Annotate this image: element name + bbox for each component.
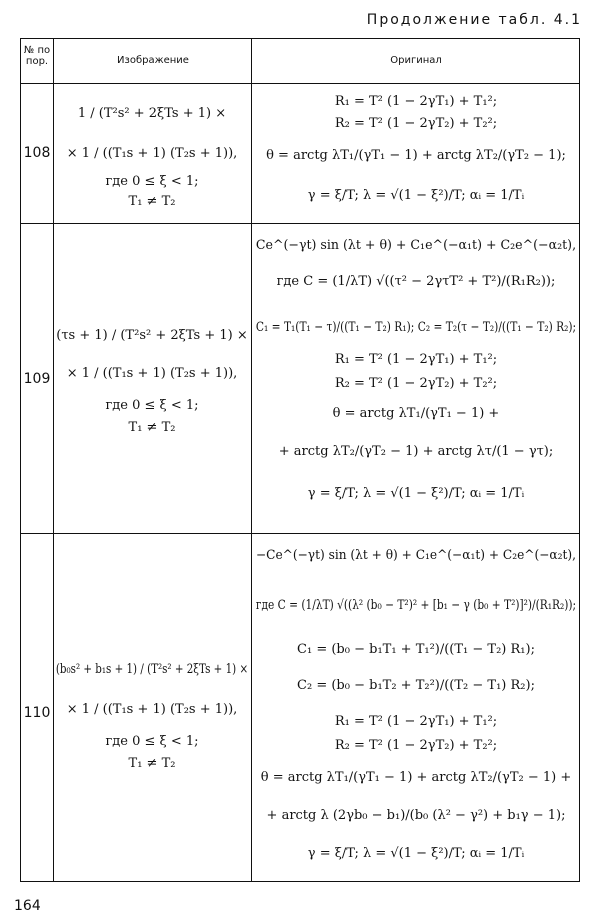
row-divider <box>21 223 579 224</box>
header-number: № по пор. <box>23 45 51 67</box>
original-line: −Ce^(−γt) sin (λt + θ) + C₁e^(−α₁t) + C₂e^(−α₂t), <box>255 548 577 563</box>
original-line: Ce^(−γt) sin (λt + θ) + C₁e^(−α₁t) + C₂e^(−α₂t), <box>255 238 577 253</box>
column-divider <box>53 39 54 881</box>
row-number: 110 <box>23 705 51 721</box>
formula-table <box>20 38 580 882</box>
original-line: R₁ = T² (1 − 2γT₁) + T₁²; <box>334 714 498 729</box>
table-caption: Продолжение табл. 4.1 <box>366 12 582 28</box>
original-line: где C = (1/λT) √((τ² − 2γτT² + T²)/(R₁R₂)); <box>276 274 556 289</box>
original-line: γ = ξ/T; λ = √(1 − ξ²)/T; αᵢ = 1/Tᵢ <box>307 846 525 861</box>
original-line: R₂ = T² (1 − 2γT₂) + T₂²; <box>334 376 498 391</box>
image-line: × 1 / ((T₁s + 1) (T₂s + 1)), <box>66 146 238 161</box>
image-line: где 0 ≤ ξ < 1; <box>105 734 199 749</box>
row-number: 109 <box>23 371 51 387</box>
header-divider <box>21 83 579 84</box>
original-line: R₁ = T² (1 − 2γT₁) + T₁²; <box>334 352 498 367</box>
column-divider <box>251 39 252 881</box>
row-divider <box>21 533 579 534</box>
original-line: + arctg λ (2γb₀ − b₁)/(b₀ (λ² − γ²) + b₁γ − 1); <box>266 808 566 823</box>
original-line: R₂ = T² (1 − 2γT₂) + T₂²; <box>334 116 498 131</box>
original-line: θ = arctg λT₁/(γT₁ − 1) + arctg λT₂/(γT₂ − 1); <box>266 148 566 163</box>
original-line: где C = (1/λT) √((λ² (b₀ − T²)² + [b₁ − γ (b₀ + T²)]²)/(R₁R₂)); <box>255 598 577 613</box>
image-line: T₁ ≠ T₂ <box>128 756 176 771</box>
original-line: C₁ = (b₀ − b₁T₁ + T₁²)/((T₁ − T₂) R₁); <box>297 642 535 657</box>
original-line: + arctg λT₂/(γT₂ − 1) + arctg λτ/(1 − γτ); <box>278 444 554 459</box>
original-line: γ = ξ/T; λ = √(1 − ξ²)/T; αᵢ = 1/Tᵢ <box>307 188 525 203</box>
image-line: × 1 / ((T₁s + 1) (T₂s + 1)), <box>66 366 238 381</box>
original-line: C₂ = (b₀ − b₁T₂ + T₂²)/((T₂ − T₁) R₂); <box>297 678 535 693</box>
image-line: где 0 ≤ ξ < 1; <box>105 398 199 413</box>
image-line: (b₀s² + b₁s + 1) / (T²s² + 2ξTs + 1) × <box>55 662 249 677</box>
row-number: 108 <box>23 145 51 161</box>
original-line: θ = arctg λT₁/(γT₁ − 1) + arctg λT₂/(γT₂ − 1) + <box>260 770 572 785</box>
original-line: γ = ξ/T; λ = √(1 − ξ²)/T; αᵢ = 1/Tᵢ <box>307 486 525 501</box>
image-line: 1 / (T²s² + 2ξTs + 1) × <box>77 106 227 121</box>
image-line: × 1 / ((T₁s + 1) (T₂s + 1)), <box>66 702 238 717</box>
image-line: (τs + 1) / (T²s² + 2ξTs + 1) × <box>56 328 248 343</box>
page-number: 164 <box>14 898 41 914</box>
header-original: Оригинал <box>390 55 442 66</box>
original-line: R₂ = T² (1 − 2γT₂) + T₂²; <box>334 738 498 753</box>
image-line: где 0 ≤ ξ < 1; <box>105 174 199 189</box>
original-line: θ = arctg λT₁/(γT₁ − 1) + <box>332 406 500 421</box>
original-line: R₁ = T² (1 − 2γT₁) + T₁²; <box>334 94 498 109</box>
header-image: Изображение <box>117 55 189 66</box>
image-line: T₁ ≠ T₂ <box>128 194 176 209</box>
image-line: T₁ ≠ T₂ <box>128 420 176 435</box>
original-line: C₁ = T₁(T₁ − τ)/((T₁ − T₂) R₁); C₂ = T₂(τ − T₂)/((T₁ − T₂) R₂); <box>255 320 577 335</box>
